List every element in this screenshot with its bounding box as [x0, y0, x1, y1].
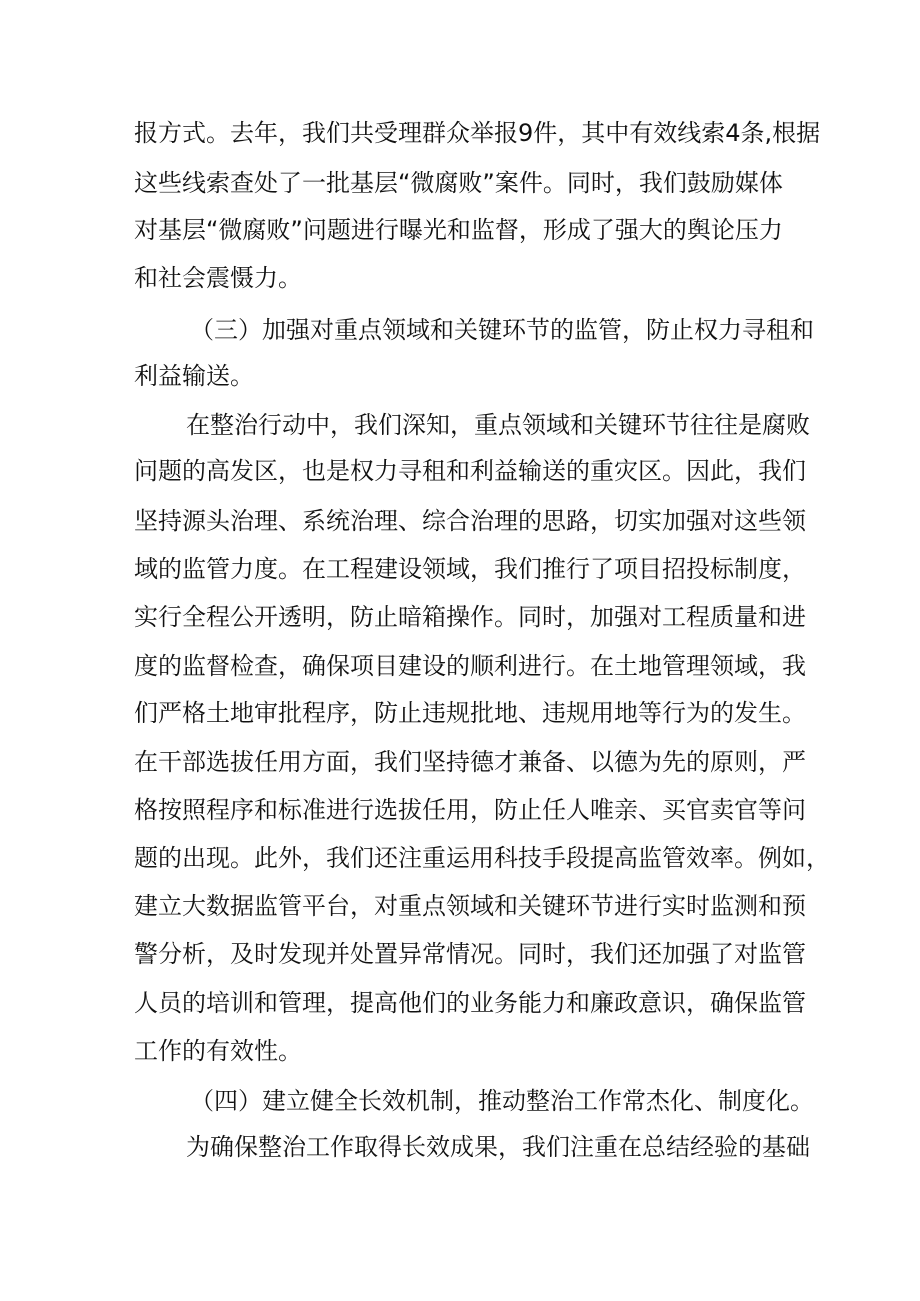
text-line: 这些线索查处了一批基层“微腐败”案件。同时，我们鼓励媒体 [134, 169, 783, 197]
text-line: 度的监督检查，确保项目建设的顺利进行。在土地管理领域，我 [134, 652, 806, 680]
section-heading-3-continued: 利益输送。 [134, 362, 254, 390]
text-line: 人员的培训和管理，提高他们的业务能力和廉政意识，确保监管 [134, 989, 806, 1017]
text-line: 在干部选拔任用方面，我们坚持德才兼备、以德为先的原则，严 [134, 748, 806, 776]
text-line: 和社会震慑力。 [134, 264, 302, 292]
section-heading-4: （四）建立健全长效机制，推动整治工作常杰化、制度化。 [190, 1087, 814, 1115]
paragraph-first-line: 为确保整治工作取得长效成果，我们注重在总结经验的基础 [186, 1133, 810, 1161]
section-heading-3: （三）加强对重点领域和关键环节的监管，防止权力寻租和 [190, 316, 814, 344]
text-line: 建立大数据监管平台，对重点领域和关键环节进行实时监测和预 [134, 892, 806, 920]
text-line: 域的监管力度。在工程建设领域，我们推行了项目招投标制度， [134, 555, 806, 583]
paragraph-first-line: 在整治行动中，我们深知，重点领域和关键环节往往是腐败 [186, 411, 810, 439]
text-line: 实行全程公开透明，防止暗箱操作。同时，加强对工程质量和进 [134, 603, 806, 631]
text-line: 们严格土地审批程序，防止违规批地、违规用地等行为的发生。 [134, 699, 806, 727]
text-line: 报方式。去年，我们共受理群众举报9件，其中有效线索4条,根据 [134, 119, 821, 147]
text-line: 格按照程序和标准进行选拔任用，防止任人唯亲、买官卖官等问 [134, 796, 806, 824]
text-line: 工作的有效性。 [134, 1037, 302, 1065]
text-line: 坚持源头治理、系统治理、综合治理的思路，切实加强对这些领 [134, 507, 806, 535]
text-line: 警分析，及时发现并处置异常情况。同时，我们还加强了对监管 [134, 940, 806, 968]
text-line: 题的出现。此外，我们还注重运用科技手段提高监管效率。例如， [134, 844, 830, 872]
text-line: 问题的高发区，也是权力寻租和利益输送的重灾区。因此，我们 [134, 457, 806, 485]
text-line: 对基层“微腐败”问题进行曝光和监督，形成了强大的舆论压力 [134, 216, 783, 244]
